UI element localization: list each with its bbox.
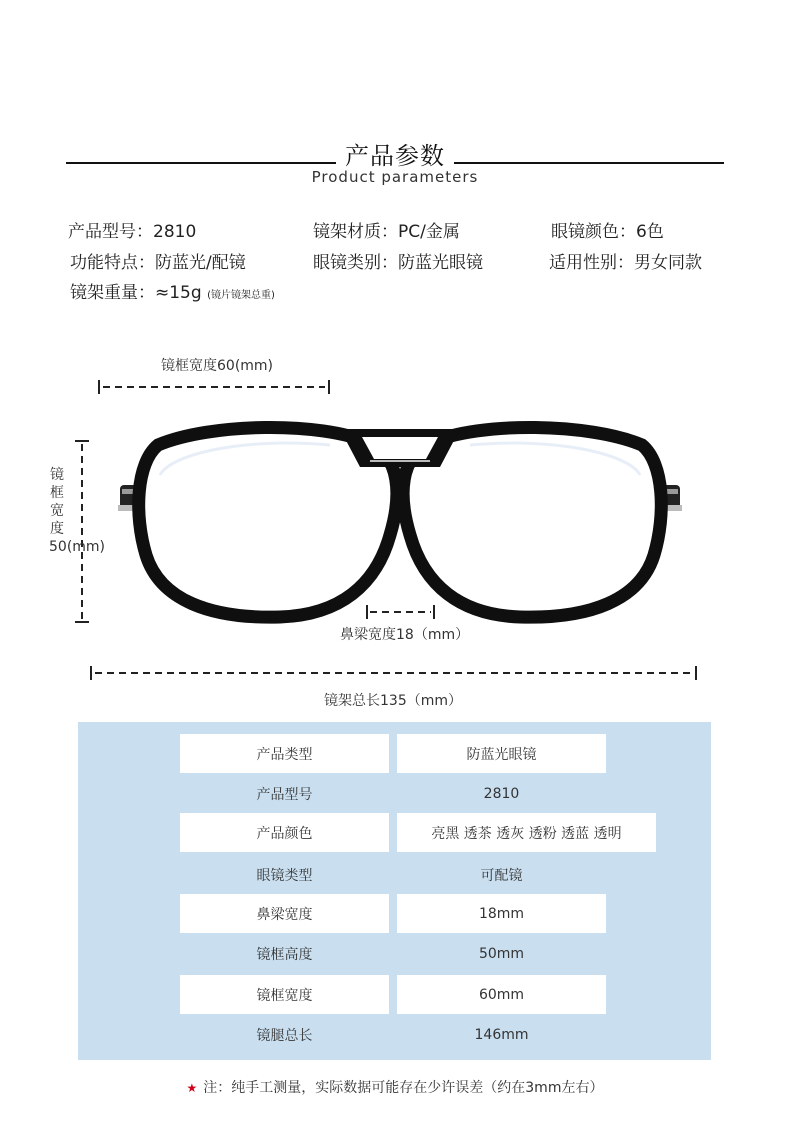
param-feature: 功能特点：防蓝光/配镜 <box>70 253 246 273</box>
spec-row-label: 镜框宽度 <box>180 975 389 1014</box>
dim-bridge-label: 鼻梁宽度18（mm） <box>340 627 470 643</box>
spec-table <box>78 722 711 1060</box>
dim-frame-width-label: 镜框宽度60(mm) <box>161 358 274 374</box>
dim-frame-width-line <box>95 378 335 396</box>
dim-frame-height-line <box>73 438 91 626</box>
dim-total-length-label: 镜架总长135（mm） <box>324 693 462 709</box>
spec-row-value: 50mm <box>478 945 525 962</box>
spec-row-label: 产品颜色 <box>180 813 389 852</box>
param-gender: 适用性别：男女同款 <box>549 253 702 273</box>
star-icon: ★ <box>186 1081 198 1095</box>
spec-row-value: 可配镜 <box>480 867 523 884</box>
param-lens-color: 眼镜颜色：6色 <box>551 222 664 242</box>
page-subtitle: Product parameters <box>311 168 479 186</box>
dim-frame-height-label: 镜框宽度50(mm) <box>49 467 106 555</box>
note-text: 注：纯手工测量，实际数据可能存在少许误差（约在3mm左右） <box>203 1080 604 1096</box>
spec-row-value: 亮黑 透茶 透灰 透粉 透蓝 透明 <box>397 813 656 852</box>
dim-bridge-line <box>364 603 438 621</box>
spec-row-label: 产品型号 <box>256 786 313 803</box>
spec-row-label: 镜腿总长 <box>256 1027 313 1044</box>
spec-row-label: 产品类型 <box>180 734 389 773</box>
param-weight <box>70 278 275 303</box>
glasses-illustration <box>100 415 700 630</box>
param-weight-note: (镜片镜架总重) <box>207 290 275 301</box>
measurement-note <box>0 1077 790 1097</box>
spec-row-value: 2810 <box>483 785 520 802</box>
param-material: 镜架材质：PC/金属 <box>313 222 460 242</box>
param-category: 眼镜类别：防蓝光眼镜 <box>313 253 483 273</box>
dim-total-length-line <box>88 664 700 682</box>
spec-row-value: 146mm <box>474 1026 529 1043</box>
spec-row-value: 防蓝光眼镜 <box>397 734 606 773</box>
param-model: 产品型号：2810 <box>68 222 197 242</box>
spec-row-label: 鼻梁宽度 <box>180 894 389 933</box>
spec-row-value: 60mm <box>397 975 606 1014</box>
param-weight-label: 镜架重量：≈15g <box>70 283 202 303</box>
spec-row-label: 眼镜类型 <box>256 867 313 884</box>
spec-row-label: 镜框高度 <box>256 946 313 963</box>
spec-row-value: 18mm <box>397 894 606 933</box>
page-title: 产品参数 <box>345 142 445 170</box>
